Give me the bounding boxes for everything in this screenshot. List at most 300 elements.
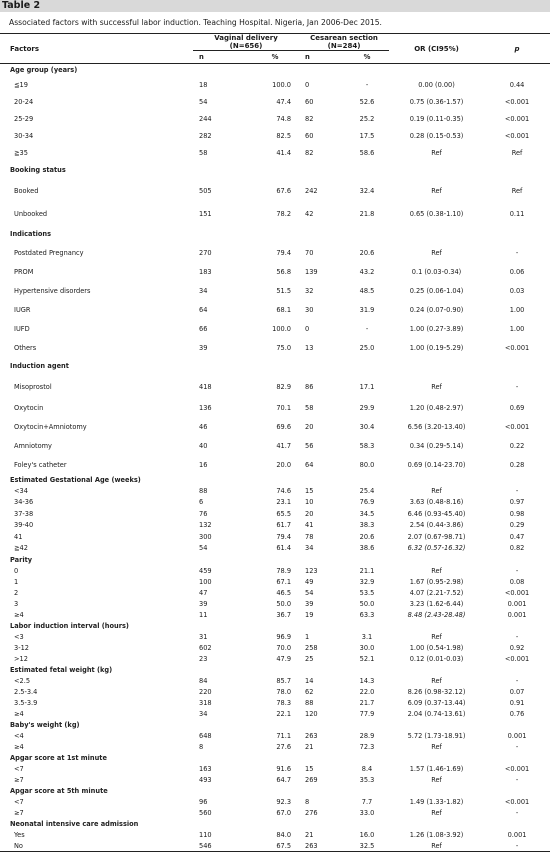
- cell-vaginal-n: 244: [199, 114, 212, 123]
- cell-vaginal-n: 34: [199, 286, 208, 295]
- cell-p-value: 0.001: [507, 830, 527, 839]
- table-row: [0, 497, 550, 509]
- cell-cesarean-pct: 50.0: [359, 599, 375, 608]
- cell-odds-ratio: Ref: [431, 808, 442, 817]
- cell-p-value: <0.001: [504, 797, 530, 806]
- cell-factor: <3: [14, 632, 24, 641]
- cell-cesarean-pct: 32.9: [359, 577, 375, 586]
- cell-cesarean-pct: 21.1: [359, 566, 375, 575]
- cell-odds-ratio: Ref: [431, 566, 442, 575]
- table-row: [0, 576, 550, 587]
- header-cesarean-pct: %: [363, 53, 371, 61]
- cell-vaginal-n: 100: [199, 577, 212, 586]
- cell-cesarean-pct: -: [365, 80, 369, 89]
- table-row: [0, 436, 550, 455]
- cell-vaginal-n: 54: [199, 97, 208, 106]
- cell-cesarean-n: 0: [305, 324, 310, 333]
- cell-odds-ratio: Ref: [431, 742, 442, 751]
- cell-cesarean-pct: 25.0: [359, 343, 375, 352]
- header-vaginal-count: (N=656): [229, 42, 263, 50]
- cell-odds-ratio: 0.34 (0.29-5.14): [409, 441, 464, 450]
- cell-p-value: -: [515, 742, 519, 751]
- cell-vaginal-pct: 61.7: [276, 521, 292, 530]
- section-header: [0, 225, 550, 243]
- cell-cesarean-pct: 3.1: [361, 632, 373, 641]
- cell-cesarean-n: 30: [305, 305, 314, 314]
- cell-odds-ratio: 1.67 (0.95-2.98): [409, 577, 464, 586]
- cell-odds-ratio: Ref: [389, 840, 484, 852]
- cell-vaginal-pct: 82.9: [276, 382, 292, 391]
- cell-vaginal-n: 136: [199, 403, 212, 412]
- cell-vaginal-n: 110: [199, 830, 212, 839]
- cell-p-value: 0.06: [509, 267, 525, 276]
- header-cesarean-title: Cesarean section: [310, 34, 378, 42]
- cell-cesarean-n: 8: [305, 797, 310, 806]
- cell-cesarean-n: 25: [305, 654, 314, 663]
- cell-factor: IUGR: [14, 305, 31, 314]
- cell-vaginal-pct: 47.4: [276, 97, 292, 106]
- cell-vaginal-pct: 78.2: [276, 209, 292, 218]
- cell-vaginal-n: 648: [199, 731, 212, 740]
- section-title: Estimated fetal weight (kg): [10, 665, 113, 674]
- cell-p-value: 0.29: [509, 521, 525, 530]
- cell-factor: 1: [14, 577, 19, 586]
- cell-vaginal-n: 560: [199, 808, 212, 817]
- table-row: [0, 675, 550, 686]
- section-title: Estimated Gestational Age (weeks): [10, 475, 141, 484]
- cell-factor: ≥4: [14, 742, 24, 751]
- cell-vaginal-pct: 70.1: [276, 403, 292, 412]
- cell-vaginal-pct: 50.0: [276, 599, 292, 608]
- cell-vaginal-pct: 82.5: [276, 131, 292, 140]
- cell-cesarean-pct: 52.6: [359, 97, 375, 106]
- cell-p-value: -: [515, 808, 519, 817]
- cell-factor: 37-38: [14, 509, 34, 518]
- cell-vaginal-pct: 85.7: [276, 676, 292, 685]
- table-row: [0, 520, 550, 532]
- cell-p-value: <0.001: [504, 97, 530, 106]
- cell-cesarean-n: 10: [305, 498, 314, 507]
- table-row: [0, 455, 550, 474]
- cell-factor: ≥4: [14, 610, 24, 619]
- cell-cesarean-pct: 33.0: [359, 808, 375, 817]
- cell-p-value: 0.28: [509, 460, 525, 469]
- cell-vaginal-n: 300: [199, 532, 212, 541]
- cell-cesarean-n: 15: [305, 486, 314, 495]
- cell-p-value: <0.001: [504, 343, 530, 352]
- cell-p-value: -: [515, 632, 519, 641]
- section-title: Induction agent: [10, 362, 69, 370]
- cell-factor: Foley's catheter: [14, 460, 67, 469]
- cell-odds-ratio: 6.56 (3.20-13.40): [407, 422, 466, 431]
- cell-vaginal-pct: 91.6: [276, 764, 292, 773]
- cell-cesarean-n: 56: [305, 441, 314, 450]
- table-row: [0, 653, 550, 664]
- table-row: [0, 543, 550, 555]
- cell-cesarean-pct: 43.2: [359, 267, 375, 276]
- cell-cesarean-pct: 17.1: [359, 382, 375, 391]
- section-title: Apgar score at 1st minute: [10, 753, 107, 762]
- cell-odds-ratio: 1.26 (1.08-3.92): [409, 830, 464, 839]
- cell-odds-ratio: 6.09 (0.37-13.44): [407, 698, 466, 707]
- cell-vaginal-pct: 79.4: [276, 248, 292, 257]
- cell-p-value: <0.001: [504, 114, 530, 123]
- table-row: [0, 697, 550, 708]
- cell-cesarean-n: 21: [305, 830, 314, 839]
- table-row: [0, 531, 550, 543]
- cell-cesarean-pct: 80.0: [359, 460, 375, 469]
- cell-factor: Unbooked: [14, 209, 48, 218]
- cell-p-value: 0.44: [509, 80, 525, 89]
- cell-odds-ratio: 0.12 (0.01-0.03): [409, 654, 464, 663]
- cell-factor: 2: [14, 588, 19, 597]
- section-header: [0, 620, 550, 631]
- cell-cesarean-pct: 63.3: [359, 610, 375, 619]
- cell-odds-ratio: 0.24 (0.07-0.90): [409, 305, 464, 314]
- table-body: [0, 64, 550, 852]
- cell-factor: ≦19: [14, 80, 28, 89]
- cell-cesarean-n: 82: [305, 148, 314, 157]
- cell-factor: 3: [14, 599, 19, 608]
- cell-vaginal-pct: 65.5: [276, 509, 292, 518]
- section-title: Age group (years): [10, 66, 78, 74]
- table-row: [0, 587, 550, 598]
- cell-p-value: 1.00: [509, 305, 525, 314]
- cell-vaginal-n: 84: [199, 676, 208, 685]
- section-header: [0, 554, 550, 565]
- section-title: Neonatal intensive care admission: [10, 819, 139, 828]
- cell-factor: Booked: [14, 186, 39, 195]
- cell-cesarean-pct: 32.5: [345, 840, 389, 852]
- cell-factor: 25-29: [14, 114, 34, 123]
- table-row: [0, 281, 550, 300]
- cell-cesarean-pct: 58.6: [359, 148, 375, 157]
- cell-factor: ≥4: [14, 709, 24, 718]
- cell-vaginal-pct: 20.0: [276, 460, 292, 469]
- cell-vaginal-n: 220: [199, 687, 212, 696]
- cell-odds-ratio: 0.28 (0.15-0.53): [409, 131, 464, 140]
- cell-p-value: 0.001: [507, 731, 527, 740]
- cell-factor: >12: [14, 654, 28, 663]
- cell-vaginal-n: 163: [199, 764, 212, 773]
- table-row: [0, 609, 550, 620]
- cell-cesarean-n: 42: [305, 209, 314, 218]
- table-row: [0, 398, 550, 417]
- cell-factor: <7: [14, 797, 24, 806]
- cell-odds-ratio: Ref: [431, 632, 442, 641]
- cell-odds-ratio: Ref: [431, 775, 442, 784]
- cell-cesarean-pct: 8.4: [361, 764, 373, 773]
- cell-cesarean-n: 58: [305, 403, 314, 412]
- cell-vaginal-pct: 67.6: [276, 186, 292, 195]
- cell-vaginal-pct: 51.5: [276, 286, 292, 295]
- cell-vaginal-n: 418: [199, 382, 212, 391]
- cell-cesarean-n: 34: [305, 544, 314, 553]
- cell-vaginal-n: 96: [199, 797, 208, 806]
- table-row: [0, 338, 550, 357]
- cell-factor: 30-34: [14, 131, 34, 140]
- cell-odds-ratio: 2.07 (0.67-98.71): [407, 532, 466, 541]
- cell-vaginal-n: 6: [199, 498, 204, 507]
- cell-p-value: -: [484, 840, 550, 852]
- cell-p-value: -: [515, 382, 519, 391]
- cell-cesarean-pct: 30.0: [359, 643, 375, 652]
- cell-vaginal-n: 18: [199, 80, 208, 89]
- cell-vaginal-n: 282: [199, 131, 212, 140]
- cell-p-value: -: [515, 566, 519, 575]
- cell-vaginal-n: 459: [199, 566, 212, 575]
- cell-factor: 2.5-3.4: [14, 687, 38, 696]
- cell-vaginal-n: 40: [199, 441, 208, 450]
- cell-cesarean-n: 15: [305, 764, 314, 773]
- cell-cesarean-n: 120: [305, 709, 318, 718]
- cell-cesarean-pct: 20.6: [359, 248, 375, 257]
- cell-odds-ratio: 1.20 (0.48-2.97): [409, 403, 464, 412]
- cell-odds-ratio: 8.26 (0.98-32.12): [407, 687, 466, 696]
- cell-vaginal-n: 31: [199, 632, 208, 641]
- cell-cesarean-pct: 14.3: [359, 676, 375, 685]
- cell-factor: <34: [14, 486, 28, 495]
- cell-cesarean-n: 13: [305, 343, 314, 352]
- cell-cesarean-n: 49: [305, 577, 314, 586]
- cell-vaginal-pct: 23.1: [276, 498, 292, 507]
- cell-vaginal-pct: 92.3: [276, 797, 292, 806]
- table-row: [0, 262, 550, 281]
- cell-vaginal-n: 39: [199, 599, 208, 608]
- cell-cesarean-n: 78: [305, 532, 314, 541]
- cell-cesarean-n: 60: [305, 97, 314, 106]
- cell-vaginal-pct: 78.0: [276, 687, 292, 696]
- cell-cesarean-pct: 17.5: [359, 131, 375, 140]
- section-header: [0, 161, 550, 179]
- table-label: Table 2: [0, 0, 550, 12]
- cell-factor: ≧42: [14, 544, 28, 553]
- cell-odds-ratio: 5.72 (1.73-18.91): [407, 731, 466, 740]
- cell-p-value: <0.001: [504, 764, 530, 773]
- table-row: [0, 708, 550, 719]
- cell-vaginal-n: 505: [199, 186, 212, 195]
- table-row: [0, 642, 550, 653]
- section-header: [0, 818, 550, 829]
- cell-cesarean-pct: 22.0: [359, 687, 375, 696]
- table-row: [0, 796, 550, 807]
- cell-factor: ≥7: [14, 775, 24, 784]
- table-row: [0, 565, 550, 576]
- cell-cesarean-n: 88: [305, 698, 314, 707]
- section-header: [0, 357, 550, 375]
- cell-vaginal-n: 151: [199, 209, 212, 218]
- cell-p-value: 0.69: [509, 403, 525, 412]
- table-row: [0, 741, 550, 752]
- header-odds-ratio: OR (CI95%): [414, 44, 459, 53]
- cell-cesarean-n: 0: [305, 80, 310, 89]
- cell-vaginal-n: 602: [199, 643, 212, 652]
- cell-p-value: 0.97: [509, 498, 525, 507]
- cell-vaginal-n: 34: [199, 709, 208, 718]
- cell-odds-ratio: 3.23 (1.62-6.44): [409, 599, 464, 608]
- cell-vaginal-n: 47: [199, 588, 208, 597]
- table-row: [0, 840, 550, 852]
- cell-factor: Oxytocin+Amniotomy: [14, 422, 87, 431]
- cell-p-value: <0.001: [504, 588, 530, 597]
- cell-p-value: -: [515, 248, 519, 257]
- cell-cesarean-n: 242: [305, 186, 318, 195]
- section-title: Indications: [10, 230, 52, 238]
- cell-p-value: 0.92: [509, 643, 525, 652]
- cell-p-value: 1.00: [509, 324, 525, 333]
- table-row: [0, 807, 550, 818]
- table-row: [0, 243, 550, 262]
- cell-cesarean-n: 62: [305, 687, 314, 696]
- cell-odds-ratio: 6.32 (0.57-16.32): [407, 544, 466, 553]
- table-row: [0, 93, 550, 110]
- cell-odds-ratio: 2.04 (0.74-13.61): [407, 709, 466, 718]
- cell-cesarean-n: 139: [305, 267, 318, 276]
- cell-factor: Amniotomy: [14, 441, 52, 450]
- cell-vaginal-pct: 61.4: [276, 544, 292, 553]
- cell-odds-ratio: 1.57 (1.46-1.69): [409, 764, 464, 773]
- cell-p-value: -: [515, 775, 519, 784]
- table-row: [0, 202, 550, 225]
- cell-factor: Postdated Pregnancy: [14, 248, 84, 257]
- cell-factor: No: [0, 840, 193, 852]
- cell-cesarean-n: 21: [305, 742, 314, 751]
- table-row: [0, 110, 550, 127]
- cell-odds-ratio: Ref: [431, 248, 442, 257]
- cell-cesarean-pct: 29.9: [359, 403, 375, 412]
- cell-p-value: 0.08: [509, 577, 525, 586]
- cell-vaginal-n: 132: [199, 521, 212, 530]
- cell-p-value: Ref: [511, 186, 523, 195]
- cell-odds-ratio: 1.49 (1.33-1.82): [409, 797, 464, 806]
- cell-factor: ≧35: [14, 148, 28, 157]
- cell-vaginal-n: 88: [199, 486, 208, 495]
- cell-vaginal-pct: 67.1: [276, 577, 292, 586]
- cell-cesarean-n: 263: [299, 840, 345, 852]
- cell-vaginal-n: 493: [199, 775, 212, 784]
- cell-cesarean-pct: 7.7: [361, 797, 373, 806]
- cell-cesarean-pct: 28.9: [359, 731, 375, 740]
- cell-cesarean-n: 263: [305, 731, 318, 740]
- cell-vaginal-n: 54: [199, 544, 208, 553]
- cell-vaginal-pct: 84.0: [276, 830, 292, 839]
- cell-cesarean-pct: 58.3: [359, 441, 375, 450]
- table-row: [0, 179, 550, 202]
- header-vaginal-n: n: [199, 53, 204, 61]
- cell-cesarean-pct: 35.3: [359, 775, 375, 784]
- cell-vaginal-n: 11: [199, 610, 208, 619]
- cell-vaginal-n: 76: [199, 509, 208, 518]
- cell-p-value: -: [515, 676, 519, 685]
- table-row: [0, 730, 550, 741]
- section-header: [0, 752, 550, 763]
- cell-cesarean-pct: 38.3: [359, 521, 375, 530]
- cell-vaginal-pct: 79.4: [276, 532, 292, 541]
- cell-cesarean-n: 276: [305, 808, 318, 817]
- cell-odds-ratio: 1.00 (0.27-3.89): [409, 324, 464, 333]
- cell-vaginal-n: 46: [199, 422, 208, 431]
- cell-vaginal-pct: 78.3: [276, 698, 292, 707]
- cell-cesarean-n: 70: [305, 248, 314, 257]
- table-row: [0, 763, 550, 774]
- cell-cesarean-n: 123: [305, 566, 318, 575]
- cell-vaginal-pct: 41.7: [276, 441, 292, 450]
- cell-cesarean-pct: 25.4: [359, 486, 375, 495]
- cell-cesarean-n: 19: [305, 610, 314, 619]
- cell-cesarean-pct: 48.5: [359, 286, 375, 295]
- cell-cesarean-n: 20: [305, 509, 314, 518]
- section-title: Baby's weight (kg): [10, 720, 80, 729]
- cell-cesarean-pct: 76.9: [359, 498, 375, 507]
- table-row: [0, 508, 550, 520]
- cell-cesarean-pct: 21.7: [359, 698, 375, 707]
- cell-odds-ratio: 0.75 (0.36-1.57): [409, 97, 464, 106]
- table-row: [0, 686, 550, 697]
- header-cesarean-n: n: [305, 53, 310, 61]
- cell-vaginal-pct: 47.9: [276, 654, 292, 663]
- cell-vaginal-pct: 68.1: [276, 305, 292, 314]
- cell-vaginal-pct: 71.1: [276, 731, 292, 740]
- cell-p-value: 0.82: [509, 544, 525, 553]
- cell-vaginal-n: 58: [199, 148, 208, 157]
- cell-factor: ≥7: [14, 808, 24, 817]
- cell-vaginal-pct: 70.0: [276, 643, 292, 652]
- cell-p-value: 0.22: [509, 441, 525, 450]
- cell-vaginal-pct: 41.4: [276, 148, 292, 157]
- cell-p-value: 0.11: [509, 209, 525, 218]
- cell-vaginal-n: 64: [199, 305, 208, 314]
- cell-factor: 39-40: [14, 521, 34, 530]
- table-row: [0, 375, 550, 398]
- header-p-value: p: [514, 44, 520, 53]
- cell-odds-ratio: 0.00 (0.00): [418, 80, 455, 89]
- table-row: [0, 631, 550, 642]
- section-title: Booking status: [10, 166, 66, 174]
- cell-odds-ratio: 3.63 (0.48-8.16): [409, 498, 464, 507]
- table-row: [0, 417, 550, 436]
- cell-vaginal-pct: 75.0: [276, 343, 292, 352]
- cell-odds-ratio: Ref: [431, 382, 442, 391]
- cell-odds-ratio: 0.19 (0.11-0.35): [409, 114, 464, 123]
- cell-odds-ratio: 1.00 (0.19-5.29): [409, 343, 464, 352]
- cell-vaginal-n: 66: [199, 324, 208, 333]
- cell-factor: <4: [14, 731, 24, 740]
- cell-p-value: 0.98: [509, 509, 525, 518]
- table-row: [0, 774, 550, 785]
- cell-odds-ratio: 2.54 (0.44-3.86): [409, 521, 464, 530]
- header-cesarean-section: [299, 34, 389, 51]
- cell-vaginal-pct: 74.8: [276, 114, 292, 123]
- cell-cesarean-pct: 34.5: [359, 509, 375, 518]
- cell-vaginal-pct: 96.9: [276, 632, 292, 641]
- cell-p-value: 0.76: [509, 709, 525, 718]
- cell-factor: <7: [14, 764, 24, 773]
- cell-vaginal-pct: 67.0: [276, 808, 292, 817]
- cell-factor: <2.5: [14, 676, 31, 685]
- cell-cesarean-pct: -: [365, 324, 369, 333]
- cell-cesarean-pct: 52.1: [359, 654, 375, 663]
- cell-cesarean-pct: 16.0: [359, 830, 375, 839]
- cell-odds-ratio: Ref: [431, 676, 442, 685]
- cell-p-value: 0.47: [509, 532, 525, 541]
- cell-cesarean-pct: 72.3: [359, 742, 375, 751]
- section-header: [0, 664, 550, 675]
- cell-factor: Oxytocin: [14, 403, 44, 412]
- cell-vaginal-pct: 69.6: [276, 422, 292, 431]
- cell-cesarean-pct: 38.6: [359, 544, 375, 553]
- cell-odds-ratio: Ref: [431, 148, 442, 157]
- header-vaginal-title: Vaginal delivery: [214, 34, 278, 42]
